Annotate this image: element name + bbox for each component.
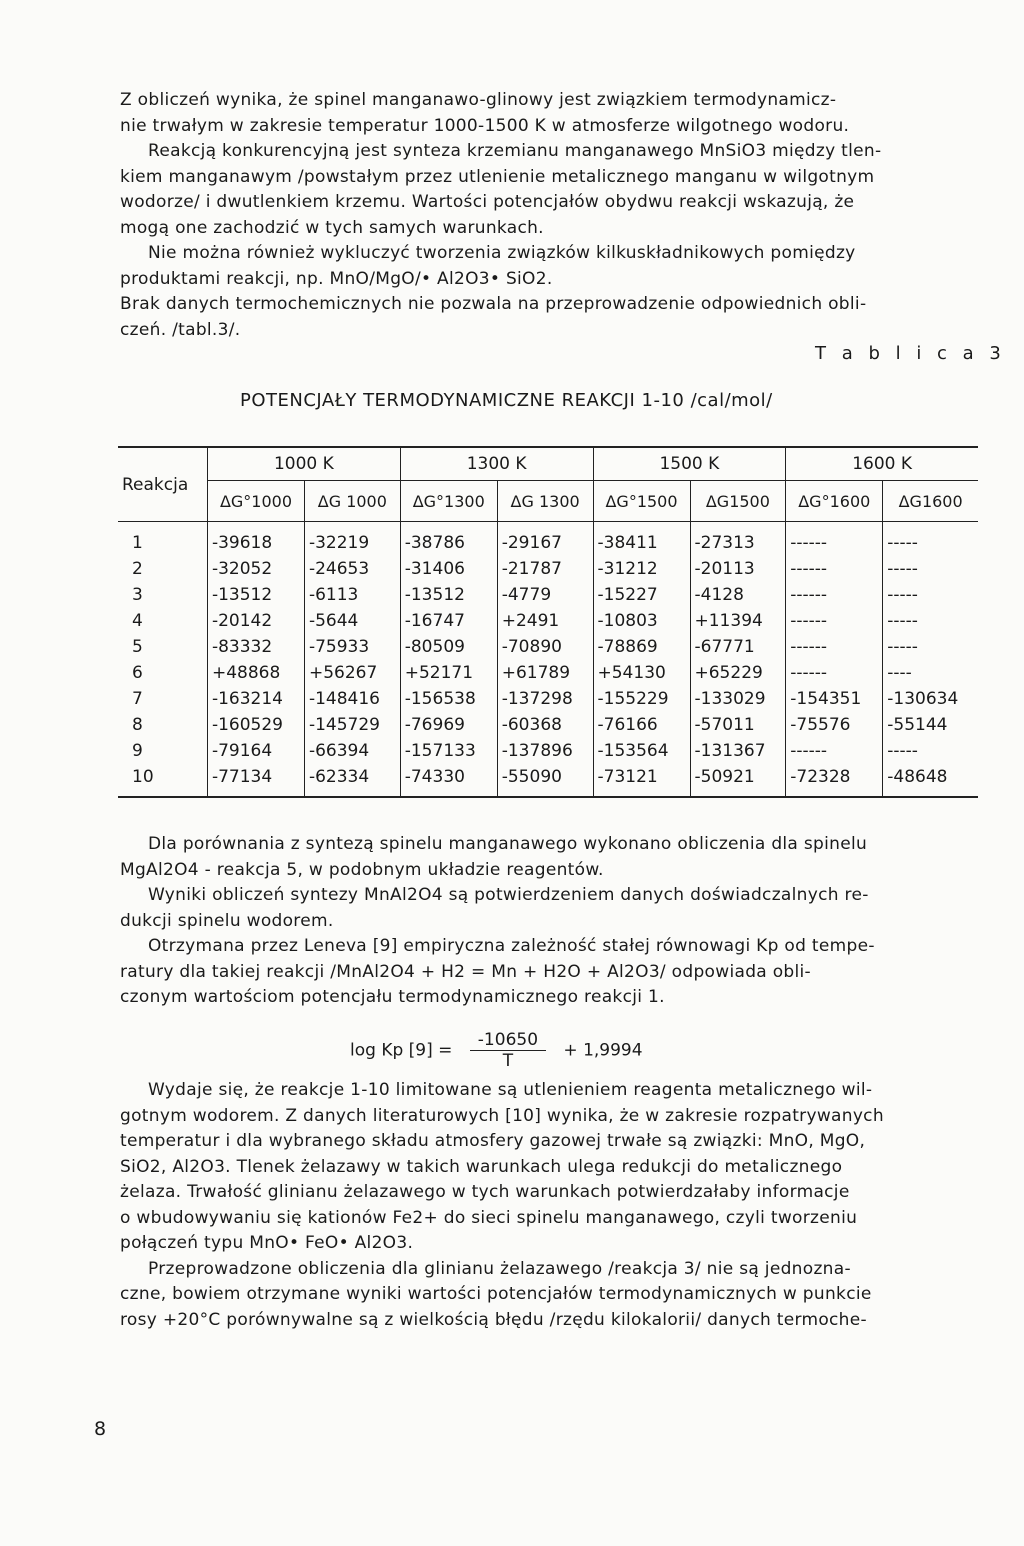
formula-numerator: -10650	[470, 1030, 546, 1051]
table-cell: -137298	[497, 686, 593, 712]
text-line: czne, bowiem otrzymane wyniki wartości potencjałów termodynamicznych w punkcie	[120, 1284, 872, 1304]
table-cell: +65229	[690, 660, 786, 686]
temp-header: 1300 K	[400, 447, 593, 481]
table-cell: -131367	[690, 738, 786, 764]
table-cell: -27313	[690, 522, 786, 557]
table-cell: ----	[883, 660, 978, 686]
sub-header: ΔG 1000	[304, 481, 400, 522]
table-cell: -55144	[883, 712, 978, 738]
table-cell: +11394	[690, 608, 786, 634]
text-line: Nie można również wykluczyć tworzenia związków kilkuskładnikowych pomiędzy	[148, 243, 856, 263]
reaction-number: 3	[132, 585, 143, 605]
formula-denominator: T	[502, 1051, 514, 1071]
sub-header: ΔG°1500	[593, 481, 690, 522]
text-line: kiem manganawym /powstałym przez utlenienie metalicznego manganu w wilgotnym	[120, 166, 875, 187]
table-cell: -32219	[304, 522, 400, 557]
table-cell: -4779	[497, 582, 593, 608]
text-line: mogą one zachodzić w tych samych warunkach.	[120, 217, 544, 238]
sub-header: ΔG1600	[883, 481, 978, 522]
table-cell: -13512	[207, 582, 304, 608]
table-cell: -29167	[497, 522, 593, 557]
table-cell: -----	[883, 556, 978, 582]
text-line: połączeń typu MnO• FeO• Al2O3.	[120, 1233, 414, 1253]
table-cell: ------	[786, 660, 883, 686]
table-cell: ------	[786, 582, 883, 608]
text-line: SiO2, Al2O3. Tlenek żelazawy w takich warunkach ulega redukcji do metalicznego	[120, 1156, 843, 1177]
table-cell: -50921	[690, 764, 786, 797]
paragraphs-top	[120, 88, 980, 343]
reaction-number: 9	[132, 741, 143, 761]
table-caption: T a b l i c a 3	[815, 343, 1006, 364]
text-line: Brak danych termochemicznych nie pozwala na przeprowadzenie odpowiednich obli-	[120, 294, 867, 314]
formula-rhs: + 1,9994	[563, 1040, 643, 1061]
table-cell: -156538	[400, 686, 497, 712]
table-body	[118, 522, 978, 798]
reaction-number: 7	[132, 689, 143, 709]
text-line: ratury dla takiej reakcji /MnAl2O4 + H2 = Mn + H2O + Al2O3/ odpowiada obli-	[120, 961, 811, 982]
table-cell: -15227	[593, 582, 690, 608]
kp-formula	[350, 1030, 643, 1071]
table-cell: -76166	[593, 712, 690, 738]
table-cell: -160529	[207, 712, 304, 738]
table-cell: -145729	[304, 712, 400, 738]
table-cell: -153564	[593, 738, 690, 764]
table-row	[118, 712, 978, 738]
text-line: wodorze/ i dwutlenkiem krzemu. Wartości potencjałów obydwu reakcji wskazują, że	[120, 192, 855, 212]
table-cell: -----	[883, 634, 978, 660]
table-cell: -21787	[497, 556, 593, 582]
sub-header: ΔG 1300	[497, 481, 593, 522]
table-cell: -163214	[207, 686, 304, 712]
table-cell: -133029	[690, 686, 786, 712]
sub-header: ΔG°1300	[400, 481, 497, 522]
text-line: gotnym wodorem. Z danych literaturowych [10] wynika, że w zakresie rozpatrywanych	[120, 1105, 884, 1126]
table-cell: -38786	[400, 522, 497, 557]
temp-header: 1600 K	[786, 447, 978, 481]
text-line: Wyniki obliczeń syntezy MnAl2O4 są potwierdzeniem danych doświadczalnych re-	[148, 885, 869, 905]
table-cell: +54130	[593, 660, 690, 686]
table-cell: -157133	[400, 738, 497, 764]
table-cell: -77134	[207, 764, 304, 797]
temp-header: 1500 K	[593, 447, 786, 481]
table-cell: -80509	[400, 634, 497, 660]
text-line: Dla porównania z syntezą spinelu manganawego wykonano obliczenia dla spinelu	[148, 834, 868, 854]
table-cell: +2491	[497, 608, 593, 634]
reaction-number: 6	[132, 663, 143, 683]
text-line: produktami reakcji, np. MnO/MgO/• Al2O3• SiO2.	[120, 268, 553, 289]
text-line: Otrzymana przez Leneva [9] empiryczna zależność stałej równowagi Kp od tempe-	[148, 936, 875, 956]
text-line: żelaza. Trwałość glinianu żelazawego w tych warunkach potwierdzałaby informacje	[120, 1182, 850, 1202]
table-cell: -62334	[304, 764, 400, 797]
table-row	[118, 686, 978, 712]
text-line: o wbudowywaniu się kationów Fe2+ do sieci spinelu manganawego, czyli tworzeniu	[120, 1207, 858, 1228]
table-cell: -10803	[593, 608, 690, 634]
text-line: temperatur i dla wybranego składu atmosfery gazowej trwałe są związki: MnO, MgO,	[120, 1131, 866, 1151]
table-title: POTENCJAŁY TERMODYNAMICZNE REAKCJI 1-10 /cal/mol/	[240, 390, 773, 411]
reaction-number: 2	[132, 559, 143, 579]
table-cell: -75576	[786, 712, 883, 738]
table-cell: ------	[786, 738, 883, 764]
table-row	[118, 556, 978, 582]
table-cell: -55090	[497, 764, 593, 797]
text-line: czonym wartościom potencjału termodynamicznego reakcji 1.	[120, 987, 665, 1007]
table-cell: -----	[883, 582, 978, 608]
table-row	[118, 634, 978, 660]
reaction-number: 8	[132, 715, 143, 735]
table-cell: -----	[883, 608, 978, 634]
table-row	[118, 522, 978, 557]
table-cell: -38411	[593, 522, 690, 557]
paragraphs-mid	[120, 832, 980, 1011]
table-cell: -5644	[304, 608, 400, 634]
text-line: Z obliczeń wynika, że spinel manganawo-glinowy jest związkiem termodynamicz-	[120, 90, 837, 110]
table-cell: -130634	[883, 686, 978, 712]
table-cell: ------	[786, 634, 883, 660]
table-cell: ------	[786, 608, 883, 634]
table-cell: +61789	[497, 660, 593, 686]
table-cell: -57011	[690, 712, 786, 738]
table-cell: -75933	[304, 634, 400, 660]
table-row	[118, 660, 978, 686]
table-cell: -4128	[690, 582, 786, 608]
table-cell: -83332	[207, 634, 304, 660]
table-cell: -73121	[593, 764, 690, 797]
table-cell: -31212	[593, 556, 690, 582]
table-cell: -72328	[786, 764, 883, 797]
table-cell: -148416	[304, 686, 400, 712]
table-cell: -155229	[593, 686, 690, 712]
table-row	[118, 738, 978, 764]
table-cell: -20142	[207, 608, 304, 634]
paragraphs-bottom	[120, 1078, 980, 1333]
table-cell: ------	[786, 556, 883, 582]
row-header: Reakcja	[118, 447, 207, 522]
text-line: Reakcją konkurencyjną jest synteza krzemianu manganawego MnSiO3 między tlen-	[148, 141, 882, 161]
table-cell: +48868	[207, 660, 304, 686]
table-cell: -66394	[304, 738, 400, 764]
text-line: Wydaje się, że reakcje 1-10 limitowane są utlenieniem reagenta metalicznego wil-	[148, 1080, 873, 1100]
table-cell: -6113	[304, 582, 400, 608]
table-cell: -20113	[690, 556, 786, 582]
table-row	[118, 764, 978, 797]
temp-header: 1000 K	[207, 447, 400, 481]
page-number: 8	[94, 1418, 107, 1440]
table-cell: -24653	[304, 556, 400, 582]
table-cell: -74330	[400, 764, 497, 797]
table-cell: +56267	[304, 660, 400, 686]
table-cell: -39618	[207, 522, 304, 557]
table-cell: -78869	[593, 634, 690, 660]
table-cell: -76969	[400, 712, 497, 738]
text-line: Przeprowadzone obliczenia dla glinianu żelazawego /reakcja 3/ nie są jednozna-	[148, 1258, 851, 1279]
table-row	[118, 582, 978, 608]
potentials-table	[118, 446, 978, 798]
table-cell: -137896	[497, 738, 593, 764]
reaction-number: 5	[132, 637, 143, 657]
table-cell: -----	[883, 522, 978, 557]
reaction-number: 4	[132, 611, 143, 631]
text-line: nie trwałym w zakresie temperatur 1000-1500 K w atmosferze wilgotnego wodoru.	[120, 115, 850, 136]
sub-header: ΔG°1000	[207, 481, 304, 522]
text-line: MgAl2O4 - reakcja 5, w podobnym układzie reagentów.	[120, 859, 604, 880]
formula-fraction	[470, 1030, 546, 1071]
text-line: czeń. /tabl.3/.	[120, 319, 241, 340]
table-cell: ------	[786, 522, 883, 557]
reaction-number: 10	[118, 764, 207, 797]
table-cell: -31406	[400, 556, 497, 582]
table-cell: -----	[883, 738, 978, 764]
table-cell: -67771	[690, 634, 786, 660]
sub-header: ΔG1500	[690, 481, 786, 522]
table-row	[118, 608, 978, 634]
table-cell: +52171	[400, 660, 497, 686]
table-cell: -48648	[883, 764, 978, 797]
formula-lhs: log Kp [9] =	[350, 1040, 453, 1061]
text-line: dukcji spinelu wodorem.	[120, 910, 334, 931]
table-cell: -16747	[400, 608, 497, 634]
table-cell: -70890	[497, 634, 593, 660]
sub-header: ΔG°1600	[786, 481, 883, 522]
table-cell: -32052	[207, 556, 304, 582]
table-cell: -13512	[400, 582, 497, 608]
text-line: rosy +20°C porównywalne są z wielkością błędu /rzędu kilokalorii/ danych termoche-	[120, 1309, 867, 1330]
table-cell: -60368	[497, 712, 593, 738]
table-cell: -154351	[786, 686, 883, 712]
table-cell: -79164	[207, 738, 304, 764]
reaction-number: 1	[132, 533, 143, 553]
